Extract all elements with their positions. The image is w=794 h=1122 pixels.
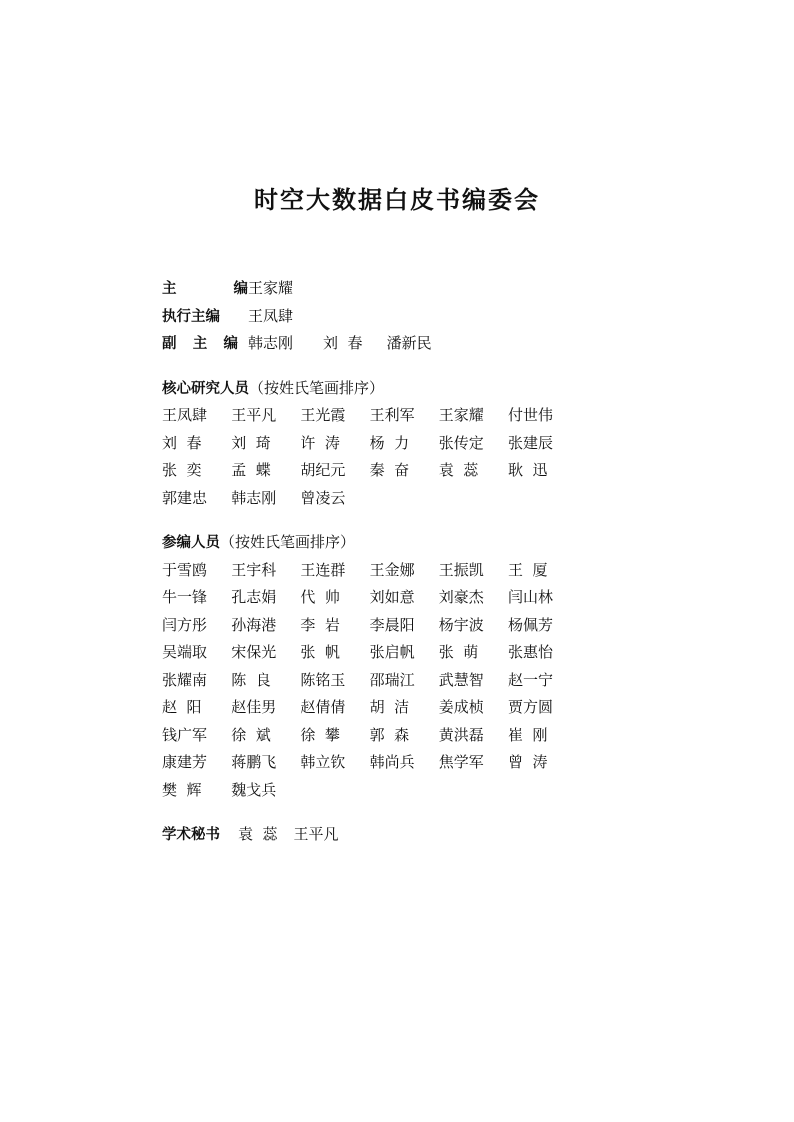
person-name: 赵一宁 [507,670,553,689]
person-name: 陈 良 [231,670,271,689]
participants-section-heading [162,528,582,556]
core-names-grid [162,401,582,511]
person-name: 黄洪磊 [438,725,484,744]
person-name: 曾凌云 [300,488,346,507]
committee-content [162,274,582,848]
person-name: 刘 春 [323,334,363,353]
person-name: 潘新民 [386,334,432,353]
person-name: 赵 阳 [162,698,202,717]
executive-editor-label-text: 执行主编 [162,308,220,325]
chief-editor-row [162,274,582,302]
name-row [162,666,582,694]
executive-editor-names [248,305,323,326]
page-title: 时空大数据白皮书编委会 [254,186,540,214]
person-name: 徐 攀 [300,725,340,744]
deputy-editor-label [162,332,238,353]
person-name: 于雪鸥 [162,560,208,579]
person-name: 贾方圆 [507,698,553,717]
core-section-heading [162,374,582,402]
person-name: 刘 春 [162,433,202,452]
person-name: 王金娜 [369,560,415,579]
person-name: 刘如意 [369,588,415,607]
person-name: 王家耀 [438,406,484,425]
name-row [162,611,582,639]
participants-section-note: （按姓氏笔画排序） [220,533,356,552]
person-name: 李晨阳 [369,615,415,634]
person-name: 代 帅 [300,588,340,607]
person-name: 吴端取 [162,643,208,662]
deputy-editor-label-char: 编 [223,336,238,353]
deputy-editor-label-char: 副 [162,336,177,353]
person-name: 胡纪元 [300,461,346,480]
person-name: 袁 蕊 [438,461,479,480]
person-name: 韩志刚 [231,488,277,507]
person-name: 张 帆 [300,643,340,662]
person-name: 张建辰 [507,433,553,452]
person-name: 陈铭玉 [300,670,346,689]
person-name: 胡 洁 [369,698,410,717]
name-row [162,556,582,584]
person-name: 王光霞 [300,406,346,425]
deputy-editor-row [162,329,582,357]
secretary-names [238,823,369,844]
secretary-row [162,820,582,848]
person-name: 王平凡 [231,406,277,425]
person-name: 许 涛 [300,433,340,452]
executive-editor-row [162,302,582,330]
person-name: 秦 奋 [369,461,410,480]
person-name: 闫山林 [507,588,553,607]
person-name: 张耀南 [162,670,208,689]
person-name: 牛一锋 [162,588,208,607]
person-name: 刘豪杰 [438,588,484,607]
person-name: 蒋鹏飞 [231,753,277,772]
person-name: 韩立钦 [300,753,346,772]
person-name: 李 岩 [300,615,340,634]
person-name: 武慧智 [438,670,484,689]
person-name: 杨 力 [369,433,410,452]
name-row [162,748,582,776]
chief-editor-label [162,277,248,298]
person-name: 赵佳男 [231,698,277,717]
person-name: 闫方彤 [162,615,208,634]
person-name: 张 奕 [162,461,202,480]
person-name: 张启帆 [369,643,415,662]
person-name: 韩志刚 [248,334,294,353]
person-name: 郭建忠 [162,488,208,507]
person-name: 宋保光 [231,643,277,662]
person-name: 姜成桢 [438,698,484,717]
core-section-note: （按姓氏笔画排序） [249,378,385,397]
person-name: 康建芳 [162,753,208,772]
person-name: 王 厦 [507,560,548,579]
person-name: 付世伟 [507,406,553,425]
person-name: 焦学军 [438,753,484,772]
person-name: 王利军 [369,406,415,425]
name-row [162,693,582,721]
participant-names-grid [162,556,582,804]
person-name: 曾 涛 [507,753,548,772]
person-name: 张 萌 [438,643,479,662]
person-name: 袁 蕊 [238,825,278,844]
person-name: 郭 森 [369,725,410,744]
person-name: 王凤肆 [248,306,294,325]
person-name: 孔志娟 [231,588,277,607]
name-row [162,484,582,512]
person-name: 王凤肆 [162,406,208,425]
participants-section-title: 参编人员 [162,535,220,552]
person-name: 张传定 [438,433,484,452]
person-name: 崔 刚 [507,725,548,744]
person-name: 王振凯 [438,560,484,579]
chief-editor-names [248,277,323,298]
name-row [162,583,582,611]
chief-editor-label-char: 主 [162,281,177,298]
person-name: 王连群 [300,560,346,579]
person-name: 王宇科 [231,560,277,579]
person-name: 赵倩倩 [300,698,346,717]
name-row [162,638,582,666]
core-section-title: 核心研究人员 [162,380,249,397]
person-name: 孟 蝶 [231,461,271,480]
person-name: 王家耀 [248,279,294,298]
person-name: 韩尚兵 [369,753,415,772]
person-name: 孙海港 [231,615,277,634]
executive-editor-label [162,305,248,326]
name-row [162,401,582,429]
secretary-label: 学术秘书 [162,827,220,844]
person-name: 杨佩芳 [507,615,553,634]
person-name: 钱广军 [162,725,208,744]
deputy-editor-names [248,332,462,353]
deputy-editor-label-char: 主 [192,336,208,353]
person-name: 樊 辉 [162,780,202,799]
person-name: 邵瑞江 [369,670,415,689]
person-name: 张惠怡 [507,643,553,662]
name-row [162,429,582,457]
person-name: 徐 斌 [231,725,271,744]
chief-editor-label-char: 编 [233,281,248,298]
person-name: 杨宇波 [438,615,484,634]
person-name: 耿 迅 [507,461,548,480]
name-row [162,776,582,804]
name-row [162,456,582,484]
person-name: 刘 琦 [231,433,271,452]
person-name: 王平凡 [293,825,339,844]
person-name: 魏戈兵 [231,780,277,799]
name-row [162,721,582,749]
